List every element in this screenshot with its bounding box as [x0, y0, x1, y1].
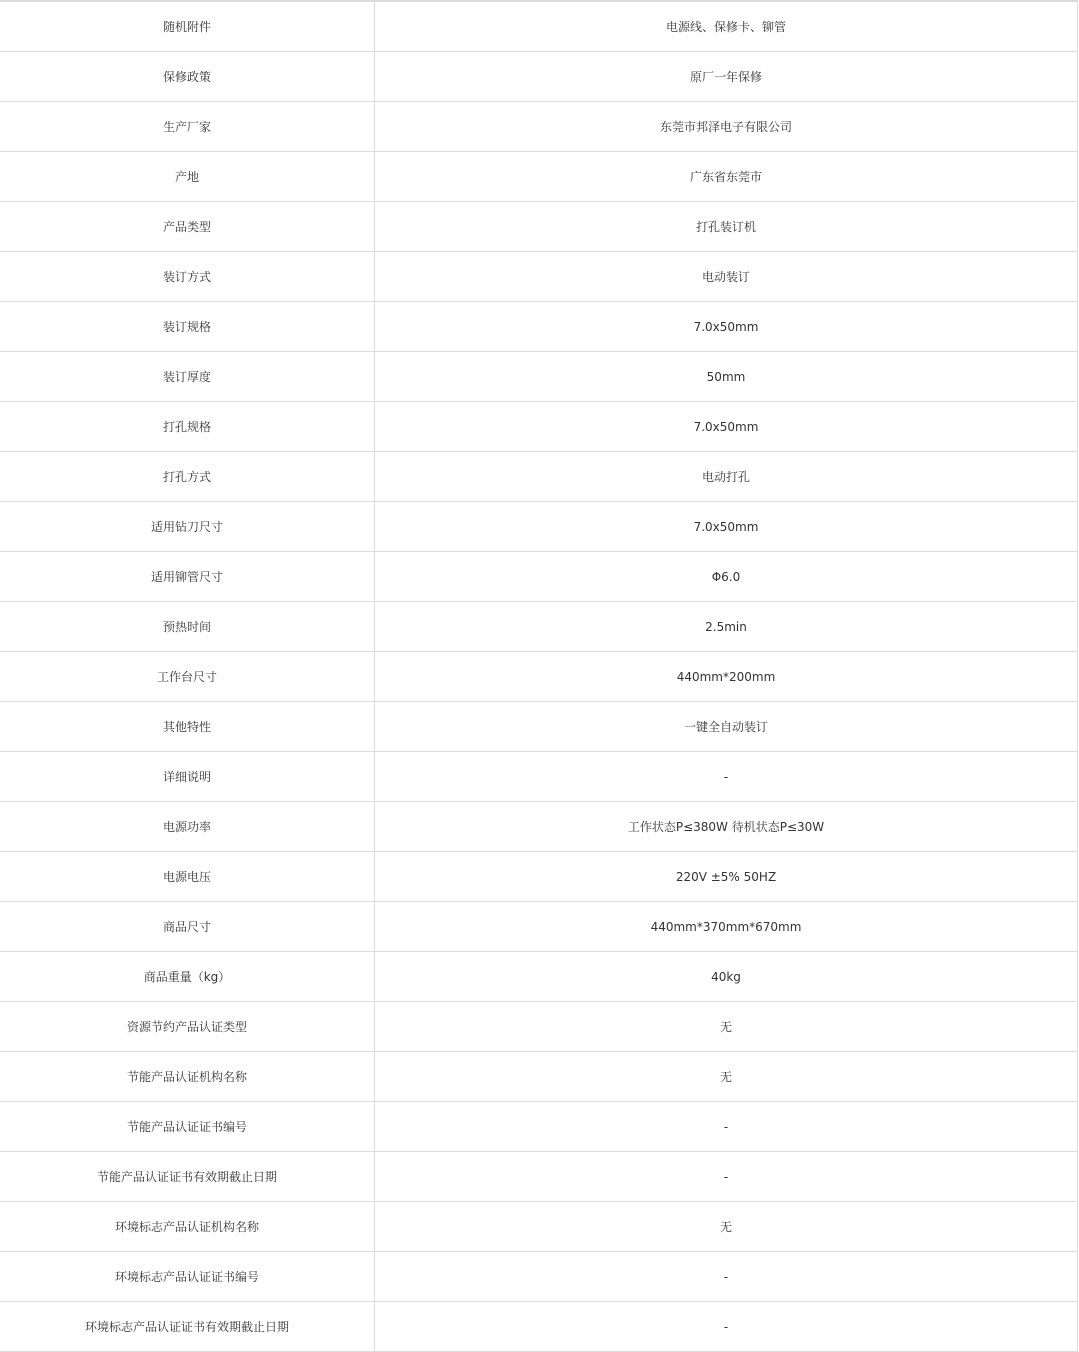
spec-row: [0, 752, 1077, 802]
spec-row: [0, 2, 1077, 52]
spec-value: 220V ±5% 50HZ: [675, 869, 777, 884]
spec-label: 节能产品认证证书编号: [0, 1102, 375, 1151]
spec-label: 商品尺寸: [0, 902, 375, 951]
spec-row: [0, 1002, 1077, 1052]
spec-row: [0, 202, 1077, 252]
spec-value: 40kg: [711, 969, 741, 984]
spec-row: [0, 652, 1077, 702]
spec-value: 无: [719, 1019, 732, 1034]
spec-row: [0, 102, 1077, 152]
spec-value: 无: [719, 1219, 732, 1234]
spec-row: [0, 1152, 1077, 1202]
spec-row: [0, 1202, 1077, 1252]
spec-value: 2.5min: [705, 619, 747, 634]
spec-value: -: [723, 769, 729, 784]
spec-value: -: [723, 1269, 729, 1284]
spec-label: 装订方式: [0, 252, 375, 301]
spec-value: -: [723, 1169, 729, 1184]
spec-row: [0, 802, 1077, 852]
spec-value: 7.0x50mm: [693, 419, 759, 434]
spec-label: 预热时间: [0, 602, 375, 651]
spec-label: 环境标志产品认证证书有效期截止日期: [0, 1302, 375, 1351]
spec-row: [0, 52, 1077, 102]
spec-label: 电源功率: [0, 802, 375, 851]
spec-value: -: [723, 1319, 729, 1334]
spec-label: 装订厚度: [0, 352, 375, 401]
spec-label: 详细说明: [0, 752, 375, 801]
spec-label: 电源电压: [0, 852, 375, 901]
spec-row: [0, 252, 1077, 302]
spec-label: 装订规格: [0, 302, 375, 351]
spec-row: [0, 1252, 1077, 1302]
spec-row: [0, 302, 1077, 352]
spec-value: 无: [719, 1069, 732, 1084]
spec-value: -: [723, 1119, 729, 1134]
spec-label: 生产厂家: [0, 102, 375, 151]
spec-value: 电动装订: [701, 269, 750, 284]
spec-row: [0, 1302, 1077, 1352]
spec-value: 50mm: [706, 369, 746, 384]
spec-row: [0, 902, 1077, 952]
spec-value: 电源线、保修卡、铆管: [665, 19, 786, 34]
spec-value: 原厂一年保修: [689, 69, 762, 84]
spec-label: 打孔规格: [0, 402, 375, 451]
spec-label: 适用铆管尺寸: [0, 552, 375, 601]
spec-label: 随机附件: [0, 2, 375, 51]
spec-value: 7.0x50mm: [693, 319, 759, 334]
spec-row: [0, 502, 1077, 552]
spec-value: 440mm*200mm: [676, 669, 776, 684]
spec-row: [0, 402, 1077, 452]
spec-value: 工作状态P≤380W 待机状态P≤30W: [627, 819, 825, 834]
spec-row: [0, 352, 1077, 402]
spec-label: 其他特性: [0, 702, 375, 751]
spec-row: [0, 552, 1077, 602]
spec-label: 环境标志产品认证证书编号: [0, 1252, 375, 1301]
spec-label: 环境标志产品认证机构名称: [0, 1202, 375, 1251]
spec-label: 保修政策: [0, 52, 375, 101]
spec-value: 东莞市邦泽电子有限公司: [659, 119, 792, 134]
spec-label: 产品类型: [0, 202, 375, 251]
spec-label: 资源节约产品认证类型: [0, 1002, 375, 1051]
spec-value: 7.0x50mm: [693, 519, 759, 534]
spec-value: 打孔装订机: [695, 219, 756, 234]
spec-row: [0, 452, 1077, 502]
spec-label: 产地: [0, 152, 375, 201]
spec-label: 工作台尺寸: [0, 652, 375, 701]
spec-row: [0, 1052, 1077, 1102]
spec-label: 节能产品认证机构名称: [0, 1052, 375, 1101]
spec-row: [0, 952, 1077, 1002]
spec-value: 电动打孔: [701, 469, 750, 484]
spec-value: 广东省东莞市: [689, 169, 762, 184]
spec-row: [0, 702, 1077, 752]
spec-row: [0, 602, 1077, 652]
spec-row: [0, 1102, 1077, 1152]
spec-label: 打孔方式: [0, 452, 375, 501]
spec-value: Φ6.0: [711, 569, 741, 584]
spec-label: 商品重量（kg）: [0, 952, 375, 1001]
spec-label: 适用钻刀尺寸: [0, 502, 375, 551]
spec-value: 440mm*370mm*670mm: [650, 919, 802, 934]
spec-value: 一键全自动装订: [683, 719, 768, 734]
spec-row: [0, 152, 1077, 202]
spec-label: 节能产品认证证书有效期截止日期: [0, 1152, 375, 1201]
spec-row: [0, 852, 1077, 902]
